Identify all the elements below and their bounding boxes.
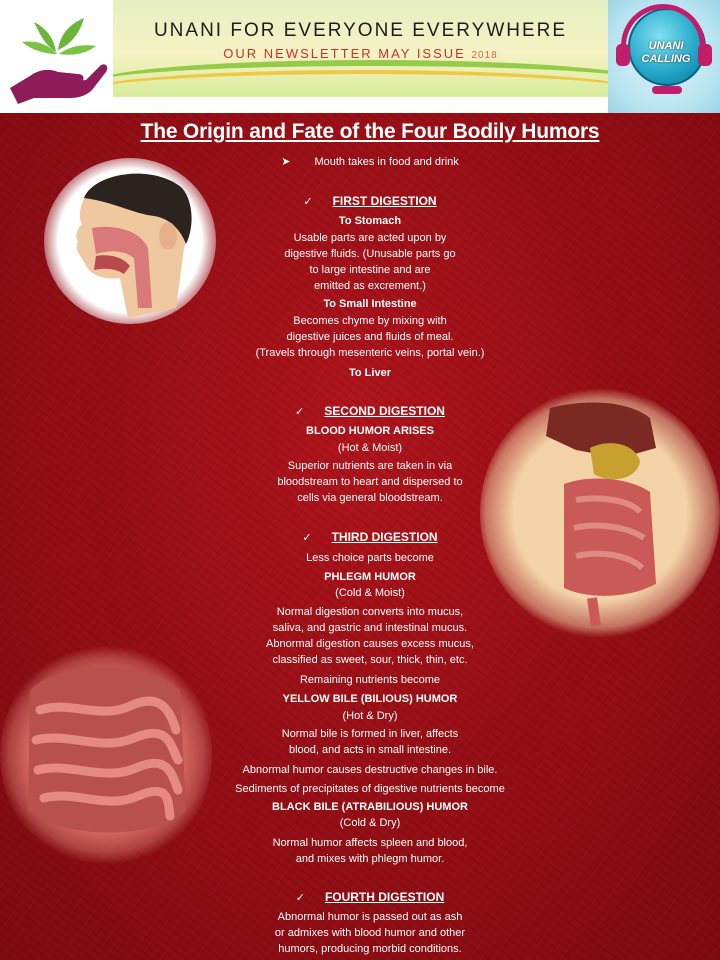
newsletter-banner bbox=[113, 0, 608, 97]
stomach-text-line: to large intestine and are bbox=[309, 264, 431, 276]
black-bile-text-line: and mixes with phlegm humor. bbox=[295, 853, 445, 865]
yellow-bile-humor-label: YELLOW BILE (BILIOUS) HUMOR bbox=[282, 693, 458, 705]
small-intestine-text-line: (Travels through mesenteric veins, portal vein.) bbox=[255, 347, 485, 359]
stomach-text-line: Usable parts are acted upon by bbox=[293, 232, 447, 244]
small-intestine-text-line: digestive juices and fluids of meal. bbox=[286, 331, 454, 343]
checkmark-icon: ✓ bbox=[303, 196, 313, 208]
third-digestion-heading: THIRD DIGESTION bbox=[331, 530, 438, 544]
fourth-digestion-text-line: or admixes with blood humor and other bbox=[274, 927, 466, 939]
black-bile-humor-quality: (Cold & Dry) bbox=[339, 817, 401, 829]
second-digestion-heading: SECOND DIGESTION bbox=[324, 404, 445, 418]
phlegm-humor-quality: (Cold & Moist) bbox=[335, 587, 405, 599]
abnormal-humor-text: Abnormal humor causes destructive changes in bile. bbox=[242, 764, 498, 776]
fourth-digestion-text-line: Abnormal humor is passed out as ash bbox=[277, 911, 463, 923]
intestines-illustration bbox=[0, 640, 212, 870]
yellow-bile-text-line: Normal bile is formed in liver, affects bbox=[281, 728, 459, 740]
phlegm-humor-label: PHLEGM HUMOR bbox=[324, 571, 416, 583]
third-digestion-heading-row bbox=[230, 530, 510, 545]
fourth-digestion-heading: FOURTH DIGESTION bbox=[324, 890, 445, 904]
black-bile-humor-label: BLACK BILE (ATRABILIOUS) HUMOR bbox=[272, 801, 468, 813]
arrowhead-bullet-icon: ➤ bbox=[281, 156, 291, 168]
phlegm-text-line: saliva, and gastric and intestinal mucus. bbox=[272, 622, 468, 634]
phlegm-text-line: Abnormal digestion causes excess mucus, bbox=[266, 638, 474, 650]
newsletter-subtitle bbox=[113, 46, 608, 61]
digestive-system-illustration bbox=[480, 388, 720, 638]
blood-humor-quality: (Hot & Moist) bbox=[337, 442, 403, 454]
first-digestion-heading: FIRST DIGESTION bbox=[332, 194, 437, 208]
second-digestion-text-line: cells via general bloodstream. bbox=[297, 492, 443, 504]
yellow-bile-humor-quality: (Hot & Dry) bbox=[342, 710, 398, 722]
small-intestine-text-line: Becomes chyme by mixing with bbox=[293, 315, 447, 327]
phlegm-text-line: Normal digestion converts into mucus, bbox=[276, 606, 464, 618]
intestines-image bbox=[0, 640, 212, 870]
badge-text: UNANI CALLING bbox=[641, 40, 691, 65]
sediments-text: Sediments of precipitates of digestive nutrients become bbox=[235, 783, 505, 795]
newsletter-header bbox=[0, 0, 720, 113]
checkmark-icon: ✓ bbox=[302, 532, 312, 544]
stomach-text-line: digestive fluids. (Unusable parts go bbox=[284, 248, 456, 260]
newsletter-title: UNANI FOR EVERYONE EVERYWHERE bbox=[153, 20, 568, 41]
yellow-bile-text-line: blood, and acts in small intestine. bbox=[288, 744, 452, 756]
blood-humor-label: BLOOD HUMOR ARISES bbox=[306, 425, 434, 437]
remaining-nutrients-text: Remaining nutrients become bbox=[299, 674, 441, 686]
first-digestion-heading-row bbox=[230, 194, 510, 209]
intro-text: Mouth takes in food and drink bbox=[314, 156, 459, 168]
fourth-digestion-heading-row bbox=[230, 890, 510, 905]
headset-mic bbox=[652, 86, 682, 94]
head-anatomy-image bbox=[44, 158, 216, 324]
fourth-digestion-text-line: humors, producing morbid conditions. bbox=[278, 943, 462, 955]
unani-calling-badge bbox=[608, 0, 720, 113]
abdomen-anatomy-image bbox=[480, 388, 720, 638]
second-digestion-text-line: bloodstream to heart and dispersed to bbox=[277, 476, 463, 488]
to-stomach-label: To Stomach bbox=[338, 215, 402, 227]
to-small-intestine-label: To Small Intestine bbox=[323, 298, 417, 310]
third-digestion-lead: Less choice parts become bbox=[306, 552, 434, 564]
second-digestion-text-line: Superior nutrients are taken in via bbox=[287, 460, 453, 472]
header-divider bbox=[113, 97, 608, 113]
to-liver-label: To Liver bbox=[349, 367, 391, 379]
issue-label: OUR NEWSLETTER MAY ISSUE bbox=[223, 46, 466, 61]
hand-with-leaves-icon bbox=[0, 0, 113, 113]
intro-row bbox=[230, 155, 510, 169]
head-profile-illustration bbox=[44, 158, 216, 324]
second-digestion-heading-row bbox=[230, 404, 510, 419]
logo bbox=[0, 0, 113, 113]
phlegm-text-line: classified as sweet, sour, thick, thin, etc. bbox=[272, 654, 468, 666]
issue-year: 2018 bbox=[471, 50, 498, 61]
stomach-text-line: emitted as excrement.) bbox=[314, 280, 426, 292]
article-title: The Origin and Fate of the Four Bodily Humors bbox=[140, 120, 600, 143]
checkmark-icon: ✓ bbox=[295, 892, 305, 904]
black-bile-text-line: Normal humor affects spleen and blood, bbox=[272, 837, 468, 849]
checkmark-icon: ✓ bbox=[295, 406, 305, 418]
